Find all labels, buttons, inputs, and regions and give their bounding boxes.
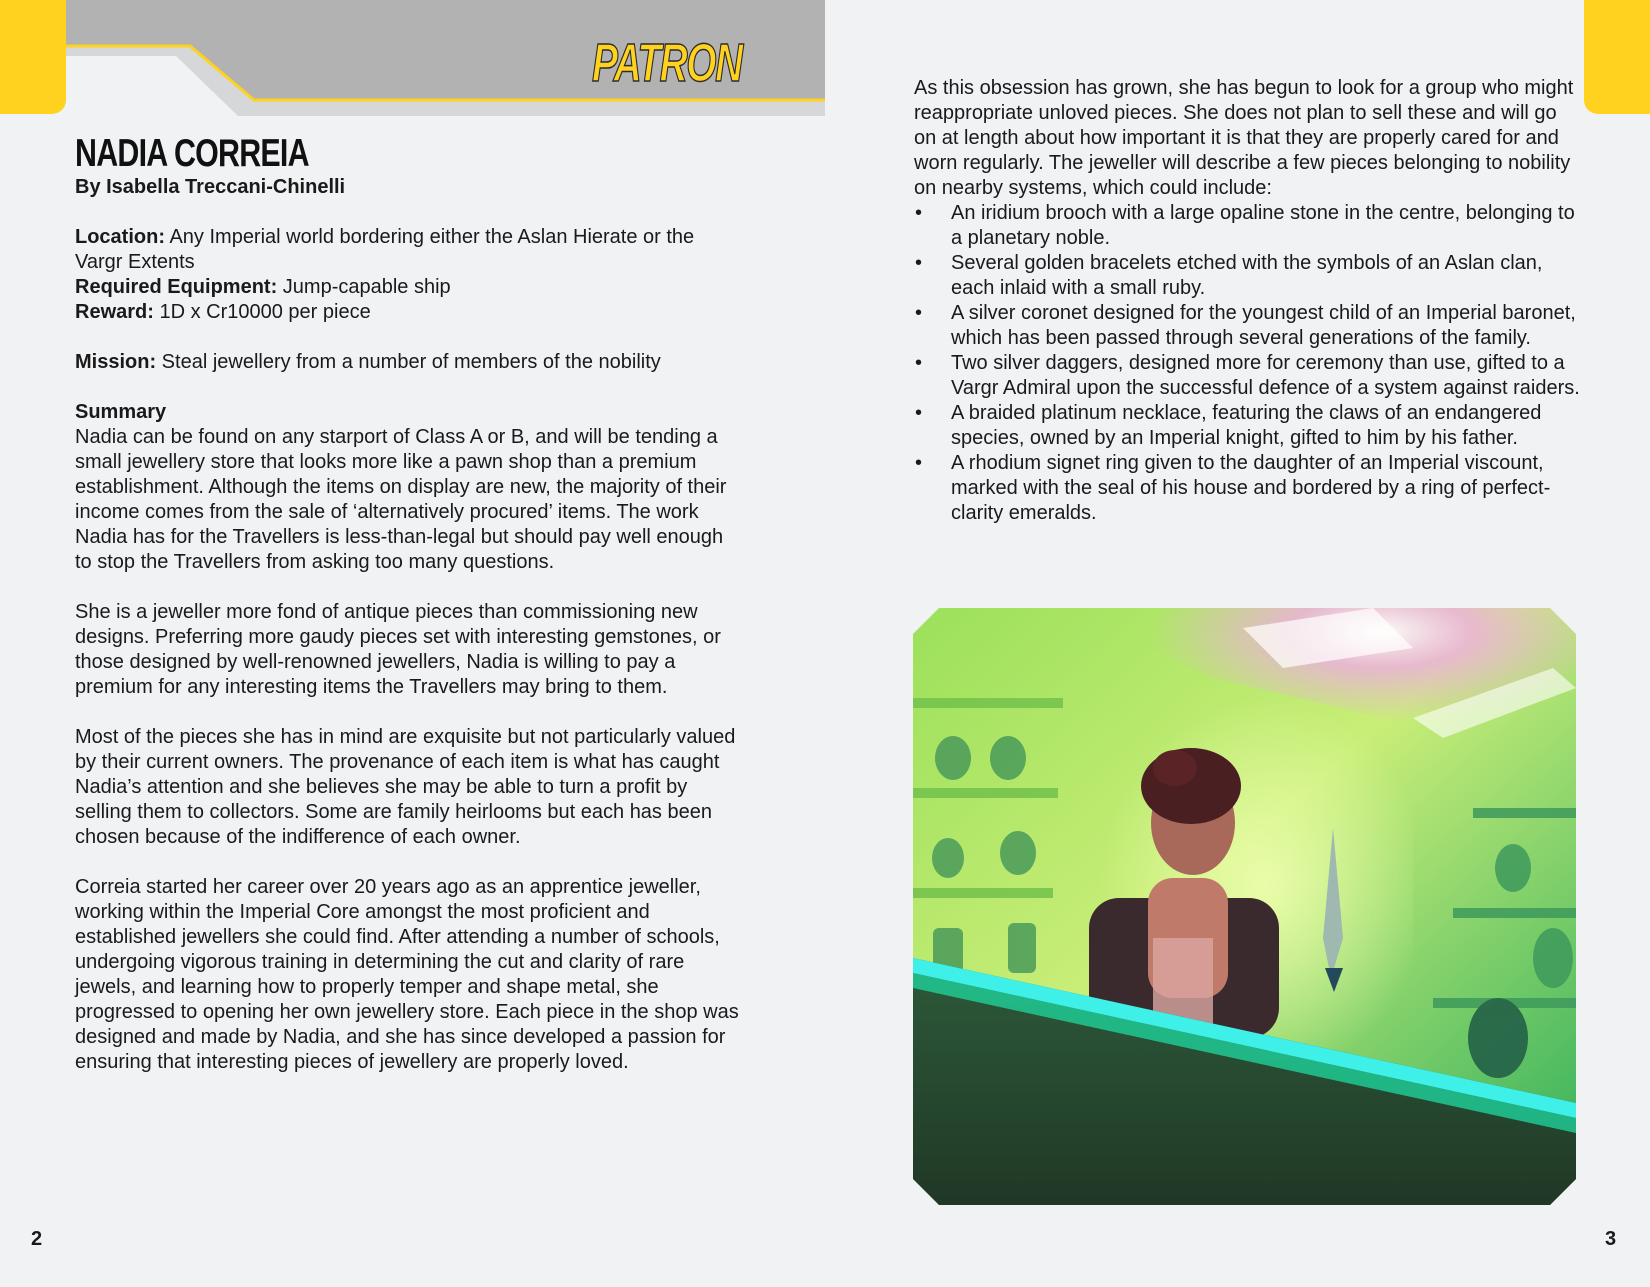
- author-byline: By Isabella Treccani-Chinelli: [75, 176, 346, 198]
- list-item: • Two silver daggers, designed more for ceremony than use, gifted to a Vargr Admiral upon the successful defence of a system against raiders.: [914, 351, 1580, 401]
- summary-paragraph: Nadia can be found on any starport of Class A or B, and will be tending a small jewellery store that looks more like a pawn shop than a premium establishment. Although the items on display are new, the majority of their income comes from the sale of ‘alternatively procured’ items. The work Nadia has for the Travellers is less-than-legal but should pay well enough to stop the Travellers from asking too many questions.: [75, 426, 727, 573]
- mission-value: Steal jewellery from a number of members of the nobility: [156, 351, 661, 373]
- mission-label: Mission:: [75, 351, 157, 373]
- list-item: • A rhodium signet ring given to the daughter of an Imperial viscount, marked with the seal of his house and bordered by a ring of perfect-clarity emeralds.: [914, 451, 1580, 526]
- list-item: • An iridium brooch with a large opaline stone in the centre, belonging to a planetary noble.: [914, 201, 1580, 251]
- intro-paragraph: As this obsession has grown, she has begun to look for a group who might reappropriate unloved pieces. She does not plan to sell these and will go on at length about how important it is that they are properly cared for and worn regularly. The jeweller will describe a few pieces belonging to nobility on nearby systems, which could include:: [914, 77, 1574, 199]
- reward-line: [75, 300, 745, 325]
- jeweller-illustration: [913, 608, 1576, 1205]
- equipment-line: [75, 275, 745, 300]
- mission-line: [75, 350, 745, 375]
- left-column: [75, 134, 745, 1075]
- list-item: • A silver coronet designed for the youngest child of an Imperial baronet, which has been passed through several generations of the family.: [914, 301, 1580, 351]
- location-label: Location:: [75, 226, 165, 248]
- right-column: [914, 76, 1580, 526]
- reward-value: 1D x Cr10000 per piece: [153, 301, 371, 323]
- summary-heading: Summary: [75, 401, 167, 423]
- page-number-left: 2: [31, 1228, 43, 1250]
- summary-paragraph: She is a jeweller more fond of antique pieces than commissioning new designs. Preferring more gaudy pieces set with interesting gemstones, or those designed by well-renowned jewellers, Nadia is willing to pay a premium for any interesting items the Travellers may bring to them.: [75, 601, 721, 698]
- equipment-value: Jump-capable ship: [277, 276, 451, 298]
- summary-paragraph: Most of the pieces she has in mind are exquisite but not particularly valued by their current owners. The provenance of each item is what has caught Nadia’s attention and she believes she may be able to turn a profit by selling them to collectors. Some are family heirlooms but each has been chosen because of the indifference of each owner.: [75, 726, 736, 848]
- page-number-right: 3: [1605, 1228, 1617, 1250]
- list-item: • A braided platinum necklace, featuring the claws of an endangered species, owned by an Imperial knight, gifted to him by his father.: [914, 401, 1580, 451]
- location-line: [75, 225, 745, 275]
- corner-tab-right: [1584, 0, 1650, 114]
- section-title: PATRON: [592, 33, 742, 93]
- jewellery-list: [914, 201, 1580, 526]
- patron-name: NADIA CORREIA: [75, 132, 309, 175]
- reward-label: Reward:: [75, 301, 154, 323]
- summary-paragraph: Correia started her career over 20 years ago as an apprentice jeweller, working within the Imperial Core amongst the most proficient and established jewellers she could find. After attending a number of schools, undergoing vigorous training in determining the cut and clarity of rare jewels, and learning how to properly temper and shape metal, she progressed to opening her own jewellery store. Each piece in the shop was designed and made by Nadia, and she has since developed a passion for ensuring that interesting pieces of jewellery are properly loved.: [75, 876, 739, 1073]
- location-value: Any Imperial world bordering either the Aslan Hierate or the Vargr Extents: [75, 226, 695, 273]
- equipment-label: Required Equipment:: [75, 276, 278, 298]
- list-item: • Several golden bracelets etched with the symbols of an Aslan clan, each inlaid with a small ruby.: [914, 251, 1580, 301]
